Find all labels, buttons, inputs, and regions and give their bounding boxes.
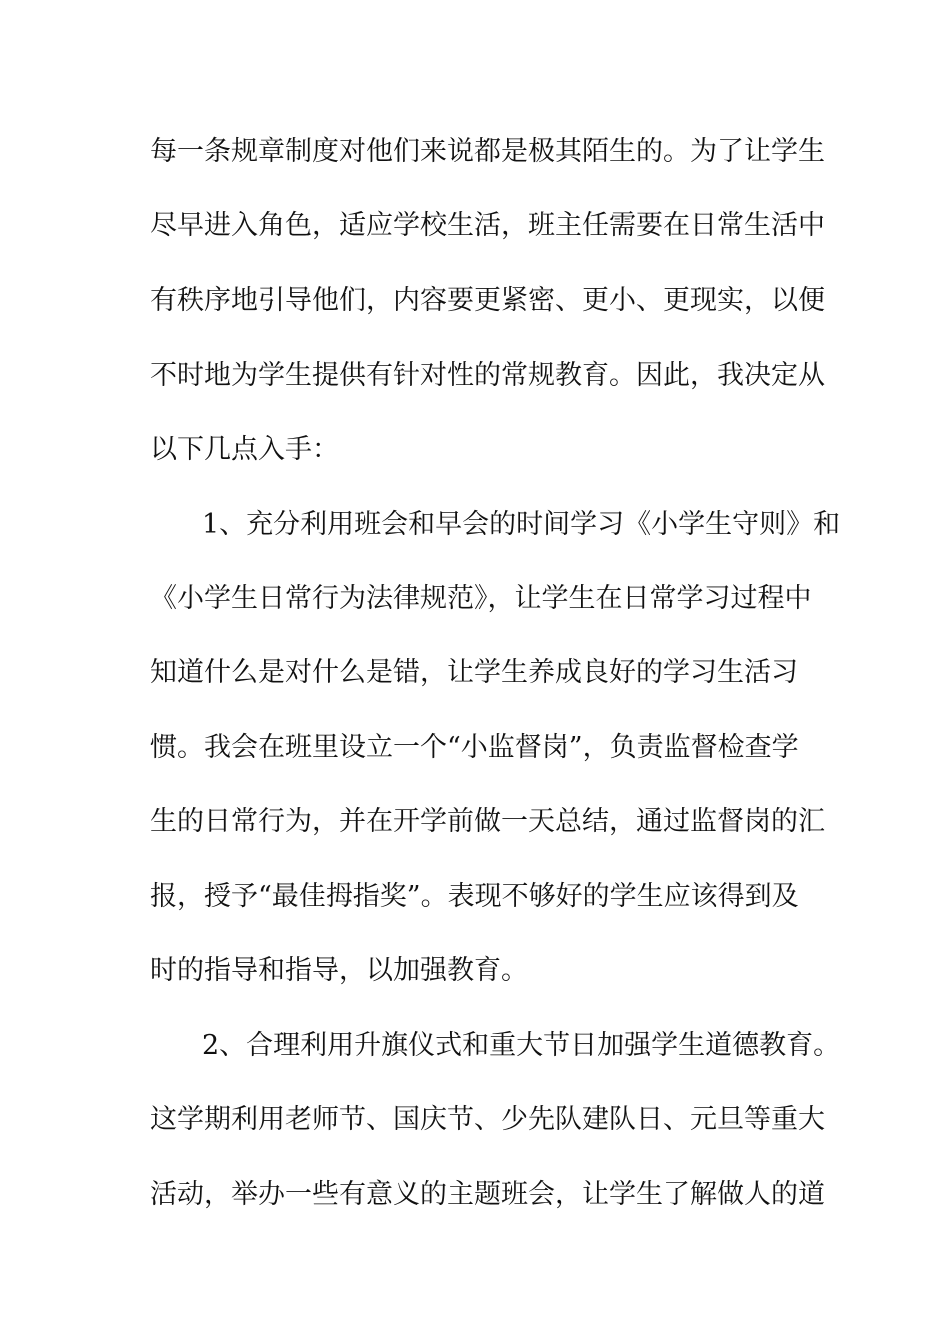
paragraph-item-2-line: 2、合理利用升旗仪式和重大节日加强学生道德教育。 — [202, 1030, 841, 1061]
text-line: 每一条规章制度对他们来说都是极其陌生的。为了让学生 — [150, 136, 825, 167]
text-line: 这学期利用老师节、国庆节、少先队建队日、元旦等重大 — [150, 1104, 825, 1135]
paragraph-item-1-line: 1、充分利用班会和早会的时间学习《小学生守则》和 — [202, 509, 841, 540]
text-line: 不时地为学生提供有针对性的常规教育。因此，我决定从 — [150, 360, 825, 391]
text-line: 知道什么是对什么是错，让学生养成良好的学习生活习 — [150, 657, 798, 688]
text-line: 有秩序地引导他们，内容要更紧密、更小、更现实，以便 — [150, 285, 825, 316]
text-line: 以下几点入手： — [150, 434, 339, 465]
text-line: 活动，举办一些有意义的主题班会，让学生了解做人的道 — [150, 1179, 825, 1210]
text-line: 惯。我会在班里设立一个“小监督岗”，负责监督检查学 — [150, 732, 799, 763]
text-line: 《小学生日常行为法律规范》，让学生在日常学习过程中 — [150, 583, 812, 614]
text-line: 报，授予“最佳拇指奖”。表现不够好的学生应该得到及 — [150, 881, 799, 912]
text-line: 尽早进入角色，适应学校生活，班主任需要在日常生活中 — [150, 210, 825, 241]
text-line: 时的指导和指导，以加强教育。 — [150, 955, 528, 986]
text-line: 生的日常行为，并在开学前做一天总结，通过监督岗的汇 — [150, 806, 825, 837]
